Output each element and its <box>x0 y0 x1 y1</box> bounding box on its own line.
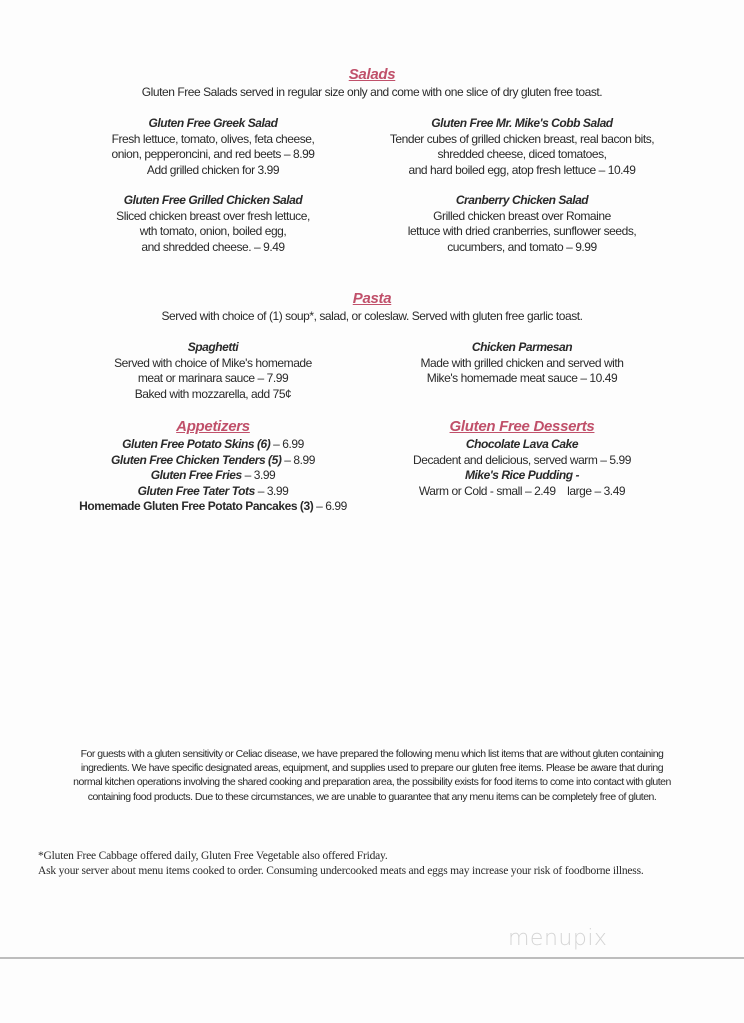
item-desc: cucumbers, and tomato – 9.99 <box>447 239 597 254</box>
salads-heading: Salads <box>348 66 396 83</box>
item-name: Cranberry Chicken Salad <box>455 193 589 207</box>
gluten-disclaimer: For guests with a gluten sensitivity or Celiac disease, we have prepared the following menu which list items that are without gluten containing ingredients. We have specific designated areas, equipment, and supplies used to prepare our gluten free items. Please be aware that during normal kitchen operations involving the shared cooking and preparation area, the possibility exists for food items to come into contact with gluten containing food products. Due to these circumstances, we are unable to guarantee that any menu items can be completely free of gluten. <box>73 748 671 803</box>
item-desc: and hard boiled egg, atop fresh lettuce – 10.49 <box>408 162 636 177</box>
desserts-list <box>350 437 694 499</box>
list-item: Homemade Gluten Free Potato Pancakes (3) – 6.99 <box>79 499 347 513</box>
item-name: Gluten Free Mr. Mike's Cobb Salad <box>431 116 613 130</box>
item-desc: Warm or Cold - small – 2.49 large – 3.49 <box>418 483 626 498</box>
item-desc: Made with grilled chicken and served with <box>420 355 624 370</box>
item-desc: onion, pepperoncini, and red beets – 8.99 <box>111 147 315 161</box>
item-desc: Sliced chicken breast over fresh lettuce, <box>116 208 310 223</box>
item-name: Gluten Free Greek Salad <box>148 116 278 130</box>
list-item: Gluten Free Potato Skins (6) – 6.99 <box>122 437 304 451</box>
menu-item-cobb-salad <box>350 116 694 178</box>
item-desc: Decadent and delicious, served warm – 5.99 <box>413 452 631 467</box>
item-desc: shredded cheese, diced tomatoes, <box>437 147 607 161</box>
salads-subtitle: Gluten Free Salads served in regular size only and come with one slice of dry gluten free toast. <box>141 85 603 99</box>
list-item: Gluten Free Chicken Tenders (5) – 8.99 <box>111 452 315 467</box>
item-desc: Baked with mozzarella, add 75¢ <box>134 386 292 401</box>
item-desc: wth tomato, onion, boiled egg, <box>139 224 287 238</box>
pasta-heading: Pasta <box>352 290 392 307</box>
list-item: Gluten Free Tater Tots – 3.99 <box>137 483 289 498</box>
menu-item-spaghetti <box>40 340 386 402</box>
desserts-heading: Gluten Free Desserts <box>449 418 595 435</box>
item-desc: Fresh lettuce, tomato, olives, feta cheese, <box>111 131 315 146</box>
item-name: Chocolate Lava Cake <box>465 437 579 451</box>
item-name: Chicken Parmesan <box>471 340 573 354</box>
pasta-subtitle: Served with choice of (1) soup*, salad, or coleslaw. Served with gluten free garlic toast. <box>161 309 583 323</box>
menu-item-grilled-chicken-salad <box>40 193 386 255</box>
appetizers-list <box>40 437 386 515</box>
item-name: Gluten Free Grilled Chicken Salad <box>123 193 303 207</box>
item-desc: meat or marinara sauce – 7.99 <box>137 371 289 385</box>
item-desc: Grilled chicken breast over Romaine <box>433 208 611 223</box>
watermark-logo: menupix <box>508 926 608 951</box>
item-desc: Add grilled chicken for 3.99 <box>146 162 280 177</box>
item-desc: Mike's homemade meat sauce – 10.49 <box>426 371 618 385</box>
menu-item-cranberry-chicken-salad <box>350 193 694 255</box>
appetizers-heading: Appetizers <box>176 418 250 435</box>
footnote: Ask your server about menu items cooked to order. Consuming undercooked meats and eggs may increase your risk of foodborne illness. <box>38 865 644 877</box>
item-desc: Tender cubes of grilled chicken breast, real bacon bits, <box>389 131 655 146</box>
footnotes <box>38 849 678 879</box>
item-desc: Served with choice of Mike's homemade <box>114 355 312 370</box>
item-name: Mike's Rice Pudding - <box>464 468 580 482</box>
menu-item-chicken-parmesan <box>350 340 694 387</box>
menu-item-greek-salad <box>40 116 386 178</box>
item-desc: and shredded cheese. – 9.49 <box>141 239 285 254</box>
footnote: *Gluten Free Cabbage offered daily, Gluten Free Vegetable also offered Friday. <box>38 850 388 862</box>
item-desc: lettuce with dried cranberries, sunflower seeds, <box>407 224 637 238</box>
page-edge-divider <box>0 957 744 959</box>
list-item: Gluten Free Fries – 3.99 <box>150 468 276 482</box>
item-name: Spaghetti <box>187 340 239 354</box>
